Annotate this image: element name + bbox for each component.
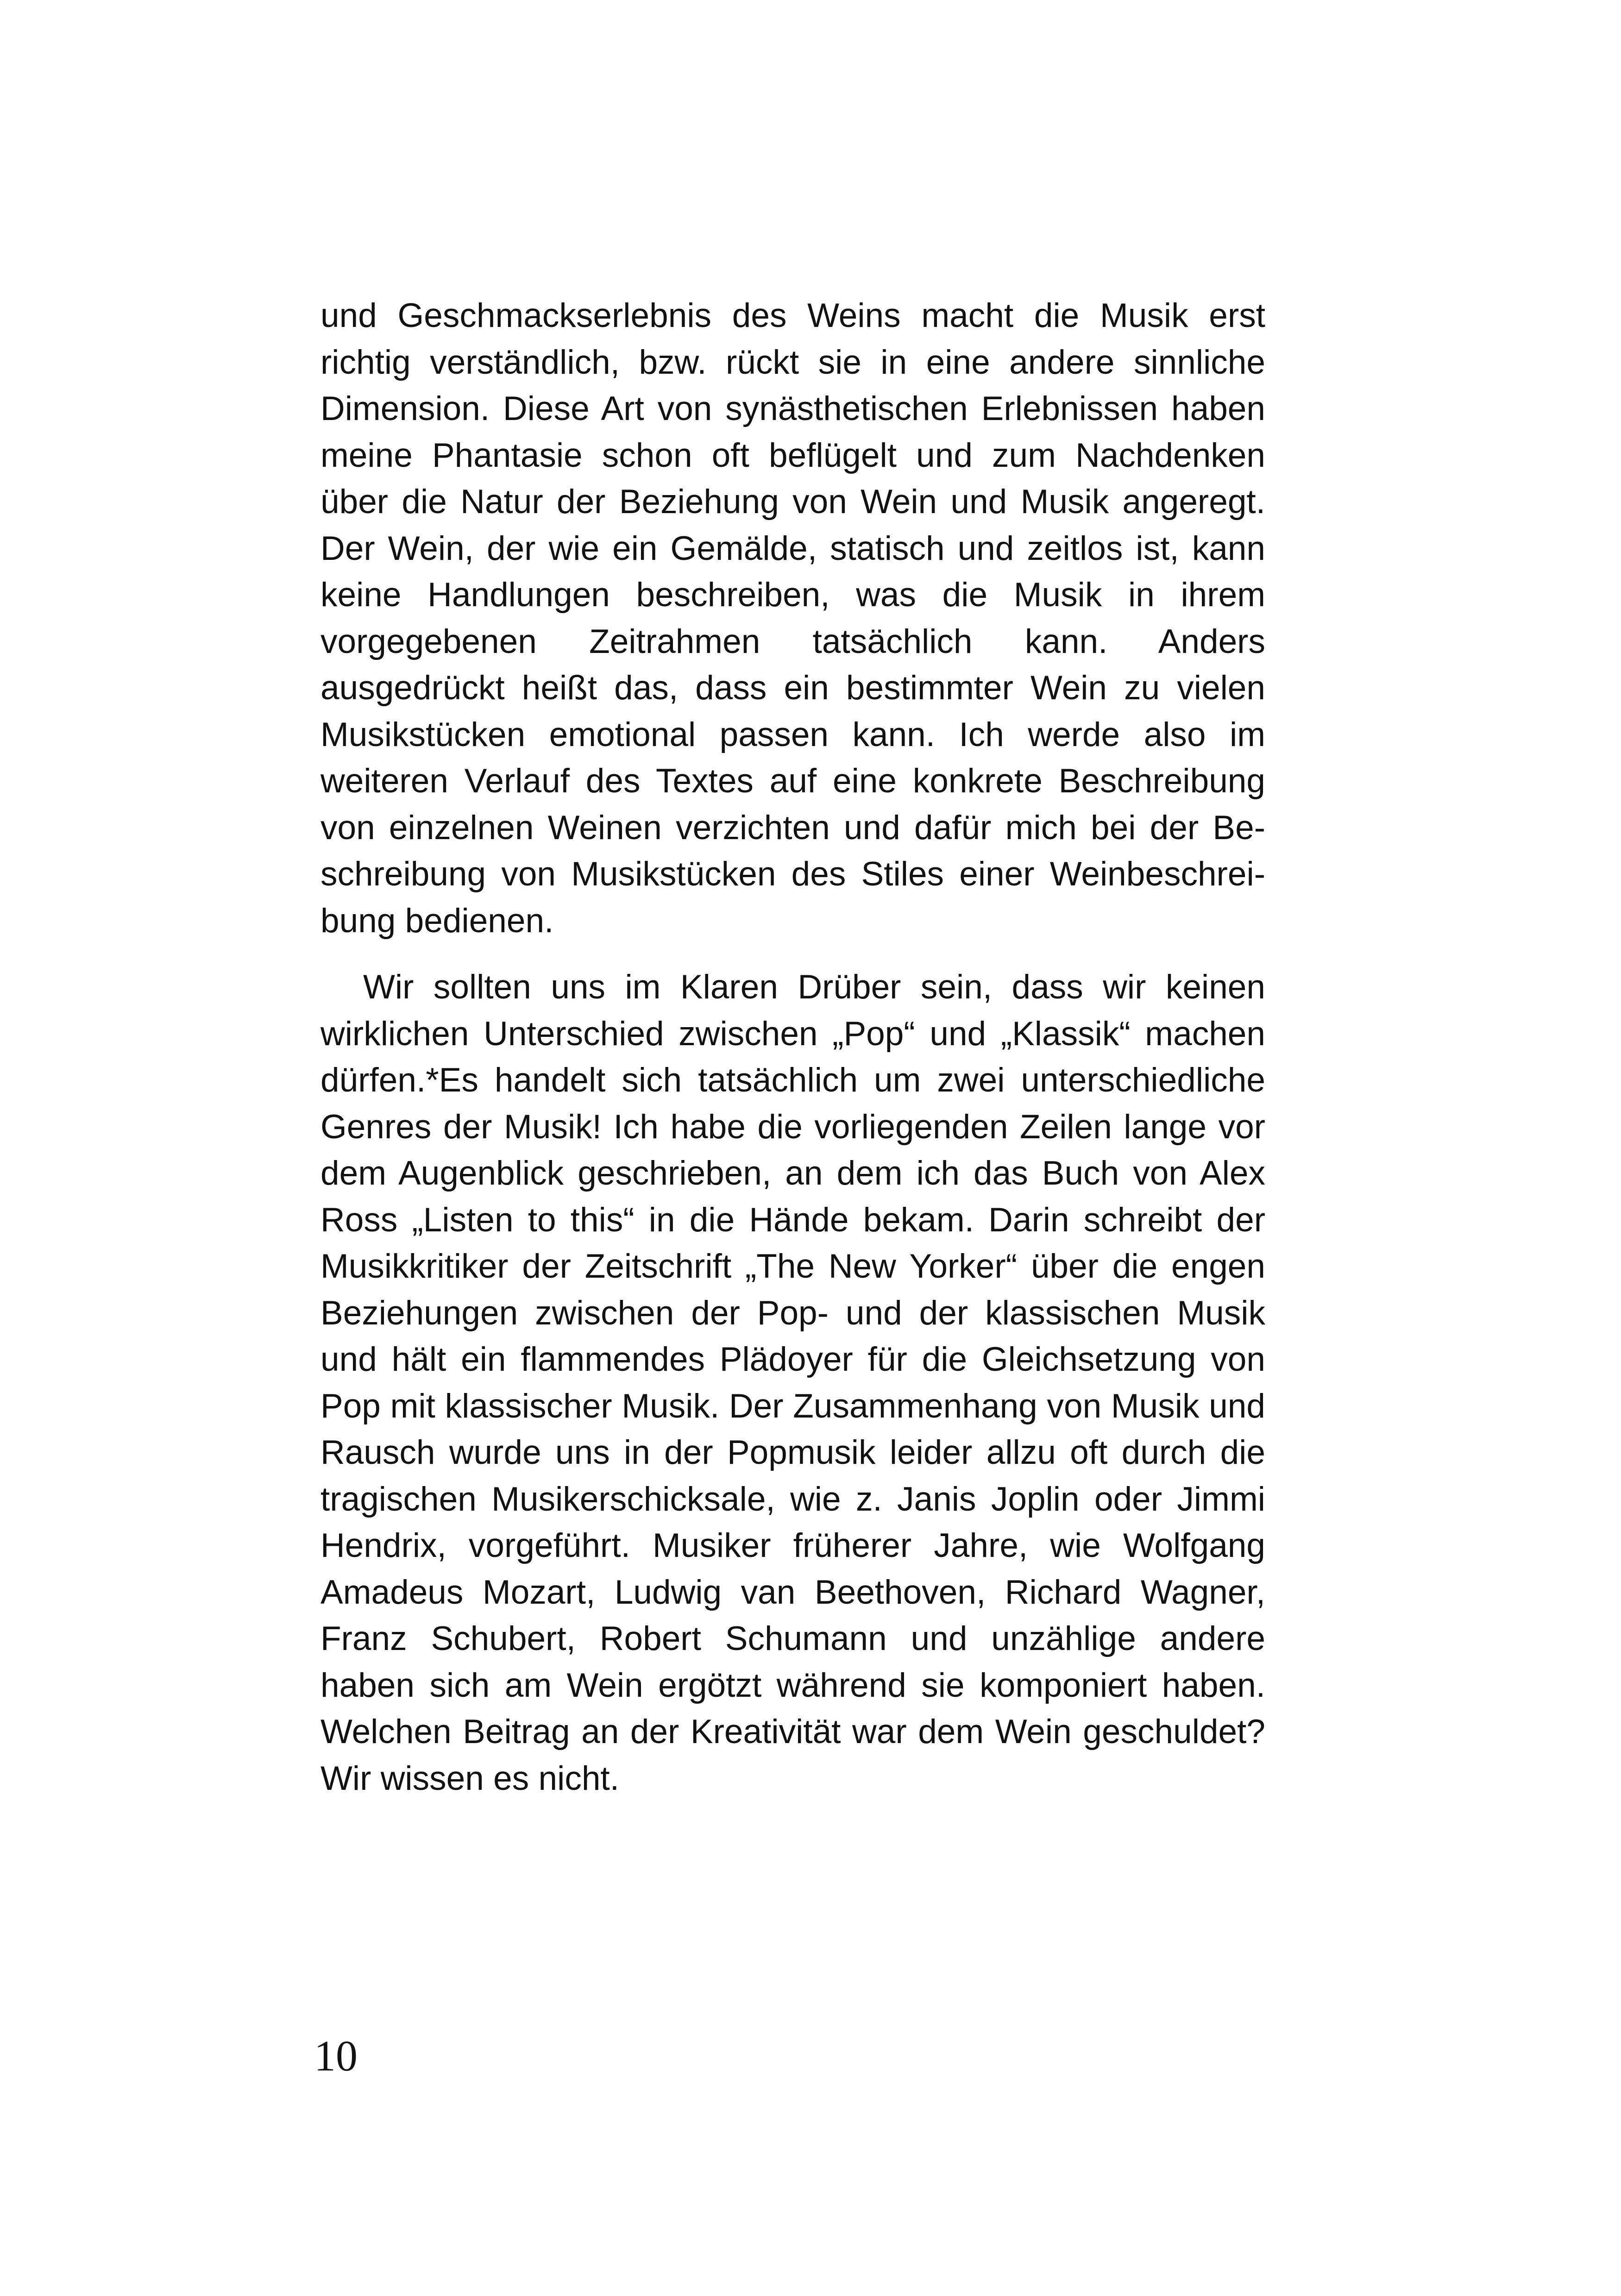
paragraph: und Geschmackserlebnis des Weins macht die Musik erst richtig verständlich, bzw. rückt sie in eine andere sinnliche Dimension. Diese Art von synästhetischen Erlebnissen haben meine Phantasie schon oft beflügelt und zum Nachdenken über die Natur der Beziehung von Wein und Musik angeregt. Der Wein, der wie ein Gemälde, statisch und zeitlos ist, kann keine Handlungen beschreiben, was die Musik in ihrem vorgegebenen Zeitrahmen tatsächlich kann. Anders ausgedrückt heißt das, dass ein bestimmter Wein zu vielen Musikstücken emotional passen kann. Ich werde also im weiteren Verlauf des Textes auf eine konkrete Beschreibung von einzelnen Weinen verzichten und dafür mich bei der Beschreibung von Musikstücken des Stiles einer Weinbeschreibung bedienen. — [320, 297, 1265, 940]
body-text — [320, 293, 1265, 1802]
page-number: 10 — [314, 2032, 358, 2080]
paragraph: Wir sollten uns im Klaren Drüber sein, dass wir keinen wirklichen Unterschied zwischen „Pop“ und „Klassik“ machen dürfen.*Es handelt sich tatsächlich um zwei unterschiedliche Genres der Musik! Ich habe die vorliegenden Zeilen lange vor dem Augenblick geschrieben, an dem ich das Buch von Alex Ross „Listen to this“ in die Hände bekam. Darin schreibt der Musikkritiker der Zeitschrift „The New Yorker“ über die engen Beziehungen zwischen der Pop- und der klassischen Musik und hält ein flammendes Plädoyer für die Gleichsetzung von Pop mit klassischer Musik. Der Zusammenhang von Musik und Rausch wurde uns in der Popmusik leider allzu oft durch die tragischen Musikerschicksale, wie z. Janis Joplin oder Jimmi Hendrix, vorgeführt. Musiker früherer Jahre, wie Wolfgang Amadeus Mozart, Ludwig van Beethoven, Richard Wagner, Franz Schubert, Robert Schumann und unzählige andere haben sich am Wein ergötzt während sie komponiert haben. Welchen Beitrag an der Kreativität war dem Wein geschuldet? Wir wissen es nicht. — [320, 968, 1265, 1797]
